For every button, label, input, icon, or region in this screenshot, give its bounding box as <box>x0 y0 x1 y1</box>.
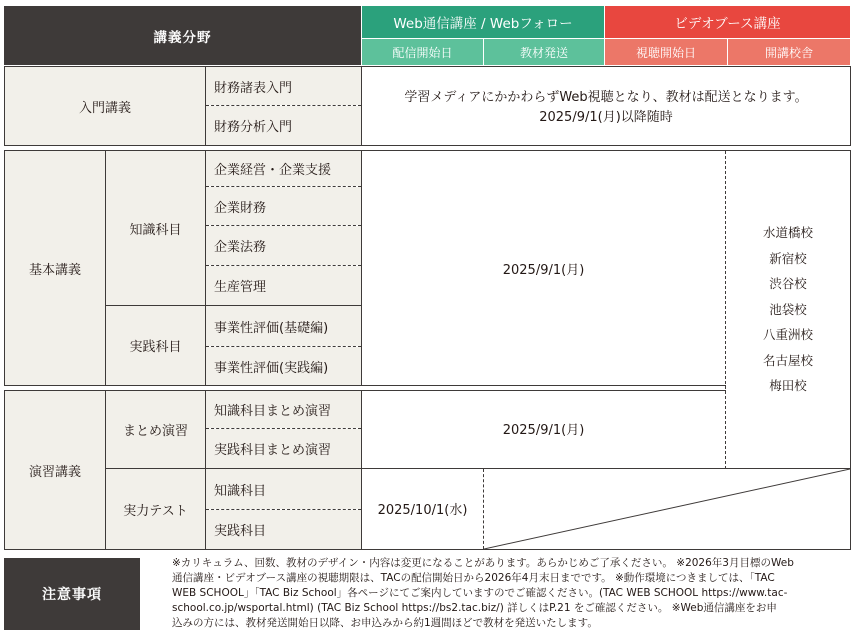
grid-double-line <box>4 145 851 151</box>
grid-dash <box>206 265 361 266</box>
subject-practice-2: 事業性評価(実践編) <box>206 347 361 385</box>
basic-date: 2025/9/1(月) <box>502 262 585 278</box>
notes-text <box>172 556 852 631</box>
group-practice <box>106 306 205 385</box>
school-item: 渋谷校 <box>769 276 807 291</box>
header-video-start-date: 視聴開始日 <box>605 39 727 65</box>
subject-basic-3: 企業法務 <box>206 226 361 265</box>
grid-line <box>361 151 362 385</box>
grid-line <box>105 151 106 385</box>
subject-basic-1: 企業経営・企業支援 <box>206 151 361 186</box>
grid-line <box>361 391 362 549</box>
grid-line <box>105 391 106 549</box>
grid-line <box>205 391 206 549</box>
grid-line <box>361 66 362 145</box>
group-test <box>106 469 205 549</box>
subject-matome-2: 実践科目まとめ演習 <box>206 429 361 468</box>
grid-dash <box>206 225 361 226</box>
header-video-booth: ビデオブース講座 <box>605 6 850 38</box>
category-basic-label: 基本講義 <box>28 262 81 278</box>
school-item: 名古屋校 <box>762 352 813 368</box>
header-web-material-send: 教材発送 <box>484 39 604 65</box>
group-matome <box>106 391 205 468</box>
category-exercise <box>5 391 105 549</box>
matome-date: 2025/9/1(月) <box>502 422 585 438</box>
grid-dash <box>206 428 361 429</box>
category-intro <box>5 67 205 145</box>
subject-basic-4: 生産管理 <box>206 266 361 305</box>
subject-test-2: 実践科目 <box>206 510 361 549</box>
school-item: 梅田校 <box>769 378 807 393</box>
grid-line <box>106 305 361 306</box>
subject-matome-1: 知識科目まとめ演習 <box>206 391 361 428</box>
grid-dash <box>725 151 726 469</box>
intro-note <box>362 88 850 128</box>
header-subject: 講義分野 <box>4 6 361 65</box>
group-test-label: 実力テスト <box>123 503 188 519</box>
header-web-start-date: 配信開始日 <box>362 39 483 65</box>
intro-note-line1: 学習メディアにかかわらずWeb視聴となり、教材は配送となります。 <box>404 90 808 105</box>
school-item: 八重洲校 <box>762 327 813 342</box>
not-available-slash <box>484 469 850 549</box>
notes-line: 込みの方には、教材発送開始日以降、お申込みから約1週間ほどで教材を発送いたします。 <box>172 617 598 629</box>
group-knowledge <box>106 151 205 305</box>
grid-dash <box>206 105 361 106</box>
school-item: 新宿校 <box>769 250 807 266</box>
category-intro-label: 入門講義 <box>78 100 131 116</box>
subject-practice-1: 事業性評価(基礎編) <box>206 306 361 346</box>
group-knowledge-label: 知識科目 <box>129 222 182 238</box>
notes-line: WEB SCHOOL」「TAC Biz School」各ページにてご案内していますのでご確認ください。(TAC WEB SCHOOL https://www.tac- <box>172 587 788 599</box>
notes-line: 通信講座・ビデオブース講座の視聴期限は、TACの配信開始日から2026年4月末日までです。 ※動作環境につきましては、「TAC <box>172 572 775 584</box>
subject-intro-1: 財務諸表入門 <box>206 67 361 105</box>
header-video-school: 開講校舎 <box>728 39 850 65</box>
grid-dash <box>206 346 361 347</box>
category-basic <box>5 151 105 385</box>
header-web-course: Web通信講座 / Webフォロー <box>362 6 604 38</box>
subject-basic-2: 企業財務 <box>206 187 361 225</box>
school-list <box>726 220 850 399</box>
school-item: 水道橋校 <box>762 225 813 240</box>
test-date: 2025/10/1(水) <box>377 502 468 518</box>
school-item: 池袋校 <box>769 301 807 317</box>
grid-dash <box>206 186 361 187</box>
notes-label: 注意事項 <box>4 558 140 630</box>
subject-test-1: 知識科目 <box>206 469 361 509</box>
grid-double-line <box>4 385 726 391</box>
category-exercise-label: 演習講義 <box>28 464 81 480</box>
group-matome-label: まとめ演習 <box>122 424 188 439</box>
group-practice-label: 実践科目 <box>129 340 182 355</box>
notes-line: school.co.jp/wsportal.html) (TAC Biz School https://bs2.tac.biz/) 詳しくはP.21 をご確認ください。 ※Web通信講座をお申 <box>172 602 777 614</box>
intro-note-line2: 2025/9/1(月)以降随時 <box>539 110 673 125</box>
grid-dash <box>206 509 361 510</box>
notes-line: ※カリキュラム、回数、教材のデザイン・内容は変更になることがあります。あらかじめご了承ください。 ※2026年3月目標のWeb <box>172 557 794 569</box>
subject-intro-2: 財務分析入門 <box>206 106 361 145</box>
